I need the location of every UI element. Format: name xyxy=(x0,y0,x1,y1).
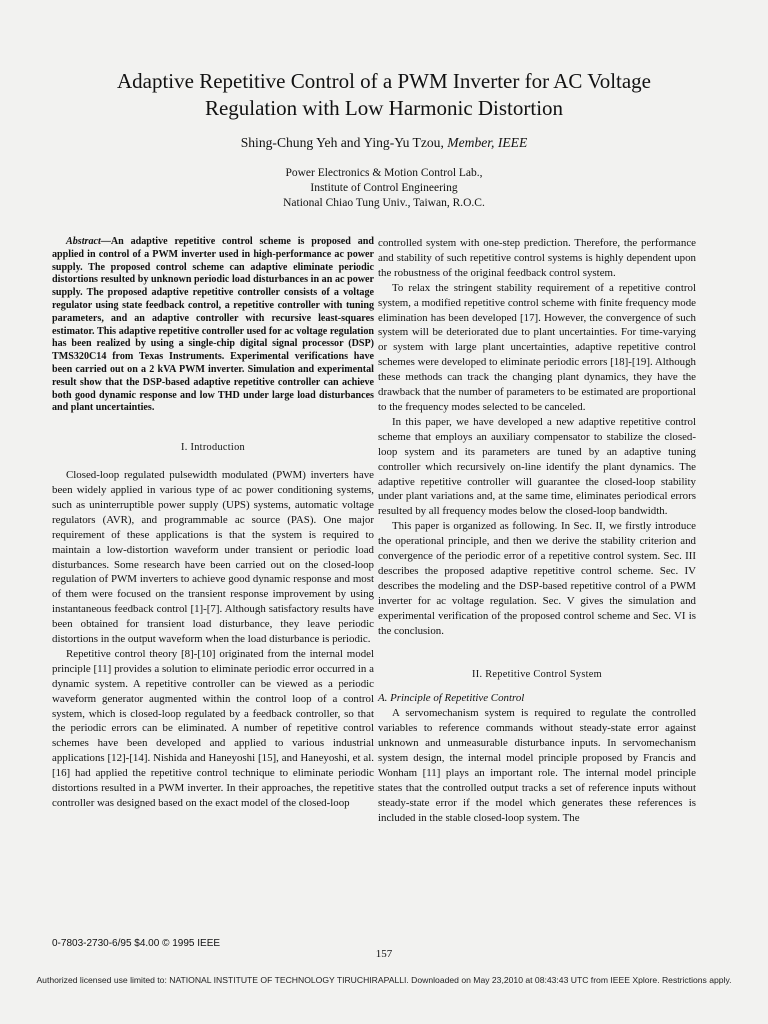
right-column xyxy=(378,236,696,826)
copyright-notice: 0-7803-2730-6/95 $4.00 © 1995 IEEE xyxy=(52,938,221,949)
right-paragraph-1: controlled system with one-step prediction. Therefore, the performance and stability of such repetitive control systems is highly dependent upon the robustness of the original feedback control system. xyxy=(378,237,696,279)
affiliation-block xyxy=(40,166,728,211)
section-heading-repetitive-control: II. Repetitive Control System xyxy=(472,669,602,681)
license-notice: Authorized licensed use limited to: NATIONAL INSTITUTE OF TECHNOLOGY TIRUCHIRAPALLI. Downloaded on May 23,2010 at 08:43:43 UTC from IEEE Xplore. Restrictions apply. xyxy=(36,975,732,985)
author-line xyxy=(40,134,728,152)
subsection-heading-principle: A. Principle of Repetitive Control xyxy=(378,692,525,705)
right-paragraph-3: In this paper, we have developed a new adaptive repetitive control scheme that employs an auxiliary compensator to stabilize the closed-loop system and its parameters are tuned by an adaptive tuning controller which recursively on-line identify the plant dynamics. The adaptive repetitive controller will guarantee the closed-loop stability under plant variations and, at the same time, eliminates periodical errors resulted by all frequency modes below the closed-loop bandwidth. xyxy=(378,415,696,518)
rcs-paragraph-1: A servomechanism system is required to regulate the controlled variables to reference commands without steady-state error against unknown and unmeasurable disturbance inputs. In servomechanism system design, the internal model principle proposed by Francis and Wonham [11] plays an important role. The internal model principle states that the controlled output tracks a set of reference inputs without steady-state error if the model which generates these references is included in the stable closed-loop system. The xyxy=(378,707,696,824)
abstract xyxy=(52,236,374,415)
intro-paragraph-2: Repetitive control theory [8]-[10] originated from the internal model principle [11] provides a solution to eliminate periodic error occurred in a dynamic system. A repetitive controller can be viewed as a periodic waveform generator augmented within the control loop of a control system, which is closed-loop regulated by a feedback controller, so that the periodic errors can be eliminated. A number of repetitive control schemes have been developed and applied to various industrial applications [12]-[14]. Nishida and Haneyoshi [15], and Haneyoshi, et al. [16] had applied the repetitive control technique to eliminate periodic distortions resulted in a PWM inverter. In their approaches, the repetitive controller was designed based on the exact model of the closed-loop xyxy=(52,647,374,809)
author-names: Shing-Chung Yeh and Ying-Yu Tzou, xyxy=(240,135,444,150)
affiliation-line-3: National Chiao Tung Univ., Taiwan, R.O.C. xyxy=(283,197,485,209)
abstract-text: —An adaptive repetitive control scheme is proposed and applied in control of a PWM inverter used in high-performance ac power supply. The proposed control scheme can adaptive eliminate periodic distortions resulted by unknown periodic load disturbances in an ac power supply. The proposed adaptive repetitive controller consists of a voltage regulator using state feedback control, a repetitive controller with tuning parameters, and an adaptive controller with recursive least-squares estimator. This adaptive repetitive controller used for ac voltage regulation has been realized by using a single-chip digital signal processor (DSP) TMS320C14 from Texas Instruments. Experimental verifications have been carried out on a 2 kVA PWM inverter. Simulation and experimental result show that the DSP-based adaptive repetitive controller can achieve both good dynamic response and low THD under large load disturbances and plant uncertainties. xyxy=(52,236,374,414)
title-line-1: Adaptive Repetitive Control of a PWM Inverter for AC Voltage xyxy=(116,69,652,93)
title-line-2: Regulation with Low Harmonic Distortion xyxy=(204,96,564,120)
affiliation-line-2: Institute of Control Engineering xyxy=(310,182,458,194)
section-heading-introduction: I. Introduction xyxy=(181,442,245,454)
intro-paragraph-1: Closed-loop regulated pulsewidth modulated (PWM) inverters have been widely applied in various type of ac power conditioning systems, such as uninterruptible power supply (UPS) systems, automatic voltage regulators (AVR), and programmable ac source (PAS). One major requirement of these applications is that the system is required to maintain a low-distortion waveform under transient or periodic load disturbances. Some research have been carried out on the closed-loop regulation of PWM inverters to achieve good dynamic response and most of them were focused on the transient response improvement by using instantaneous feedback control [1]-[7]. Although satisfactory results have been obtained for transient load disturbance, they leave periodic distortions in the output waveform when the load disturbance is periodic. xyxy=(52,469,374,646)
author-membership: Member, IEEE xyxy=(447,135,528,150)
right-paragraph-4: This paper is organized as following. In Sec. II, we firstly introduce the operational principle, and then we derive the stability criterion and convergence of the periodic error of a repetitive control system. Sec. III describes the proposed adaptive repetitive control scheme. Sec. IV describes the modeling and the DSP-based repetitive control of a PWM inverter for ac voltage regulation. Sec. V gives the simulation and experimental verification of the proposed control scheme and Sec. VI is the conclusion. xyxy=(378,520,696,637)
abstract-label: Abstract xyxy=(66,236,101,247)
affiliation-line-1: Power Electronics & Motion Control Lab., xyxy=(285,167,483,179)
left-column xyxy=(52,236,374,811)
page-number: 157 xyxy=(375,948,393,960)
right-paragraph-2: To relax the stringent stability requirement of a repetitive control system, a modified repetitive control scheme with finite frequency mode elimination has been developed [17]. However, the convergence of such system will be deteriorated due to plant uncertainties. For time-varying or system with large plant uncertainties, adaptive repetitive control schemes were developed to eliminate periodic errors [18]-[19]. Although these methods can track the changing plant dynamics, they have the drawback that the number of parameters to be estimated are proportional to the frequency modes selected to be canceled. xyxy=(378,281,696,413)
paper-title xyxy=(40,68,728,122)
